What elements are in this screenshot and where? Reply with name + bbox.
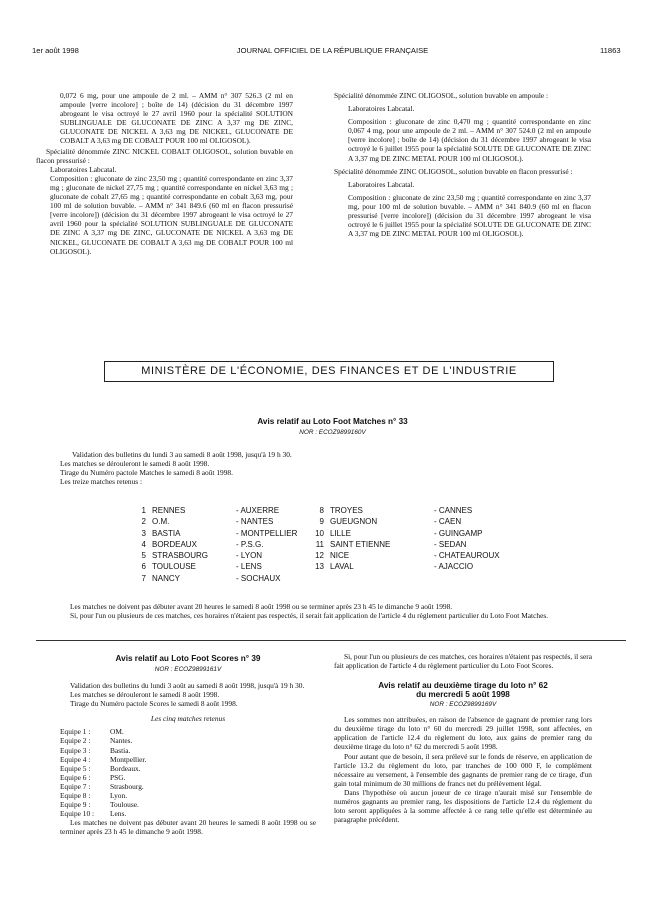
paragraph: Composition : gluconate de zinc 23,50 mg ; quantité correspondante en zinc 3,37 mg ; gluconate de nickel 27,75 mg ; quantité correspondante en nickel 3,63 mg ; gluconate de cobalt 27,65 mg ; quantité correspondante en cobalt 3,63 mg, pour 100 ml de solution buvable. – AMM n° 341 849.6 (60 ml en flacon pressurisé [verre incolore]) (décision du 31 décembre 1997 abrogeant le visa octroyé le 27 avril 1960 pour la spécialité SOLUTION SUBLINGUALE DE GLUCONATE DE ZINC A 3,37 mg DE ZINC, GLUCONATE DE NICKEL A 3,63 mg DE NICKEL, GLUCONATE DE COBALT A 3,63 mg DE COBALT POUR 100 ml OLIGOSOL). — [50, 173, 293, 256]
away-team: - NANTES — [236, 517, 274, 527]
match-row — [310, 561, 518, 572]
ministry-heading: MINISTÈRE DE L'ÉCONOMIE, DES FINANCES ET DE L'INDUSTRIE — [104, 361, 554, 382]
match-row — [132, 505, 320, 516]
team-label: Equipe 2 : — [60, 736, 91, 746]
match-number: 10 — [315, 528, 324, 538]
team-row — [60, 782, 316, 791]
match-row — [132, 539, 320, 550]
match-number: 13 — [315, 562, 324, 572]
loto-title-line: Avis relatif au deuxième tirage du loto n° 62 — [378, 681, 548, 691]
issue-date: 1er août 1998 — [32, 46, 79, 55]
paragraph: Spécialité dénommée ZINC NICKEL COBALT OLIGOSOL, solution buvable en flacon pressurisé : — [36, 146, 293, 165]
match-row — [310, 550, 518, 561]
away-team: - AUXERRE — [236, 506, 280, 515]
journal-title: JOURNAL OFFICIEL DE LA RÉPUBLIQUE FRANÇAISE — [236, 46, 429, 55]
team-name: Nantes. — [110, 736, 133, 746]
away-team: - SOCHAUX — [236, 573, 281, 583]
match-row — [310, 528, 518, 539]
away-team: - CHATEAUROUX — [434, 551, 500, 561]
home-team: LAVAL — [330, 562, 354, 572]
matches-list-right — [310, 505, 518, 573]
match-number: 9 — [319, 517, 324, 527]
team-label: Equipe 6 : — [60, 772, 91, 782]
paragraph: Composition : gluconate de zinc 0,470 mg ; quantité correspondante en zinc 0,067 4 mg, pour une ampoule de 2 ml. – AMM n° 307 524.0 (2 ml en ampoule [verre incolore] ; boîte de 14) (décision du 31 décembre 1997 abrogeant le visa octroyé le 6 juillet 1955 pour la spécialité SOLUTE DE GLUCONATE DE ZINC A 3,37 mg DE ZINC METAL POUR 100 ml OLIGOSOL). — [348, 117, 591, 163]
scores-title: Avis relatif au Loto Foot Scores n° 39 — [115, 654, 261, 663]
team-label: Equipe 7 : — [60, 781, 91, 791]
away-team: - MONTPELLIER — [236, 528, 298, 538]
team-name: Toulouse. — [110, 800, 139, 810]
section-divider — [36, 640, 626, 641]
matches-intro — [60, 450, 620, 486]
team-row — [60, 755, 316, 764]
team-name: Lens. — [110, 809, 127, 819]
home-team: BASTIA — [152, 528, 181, 538]
match-row — [132, 573, 320, 584]
match-number: 5 — [141, 551, 146, 561]
home-team: GUEUGNON — [330, 517, 378, 527]
home-team: TOULOUSE — [152, 562, 196, 572]
match-row — [132, 550, 320, 561]
team-row — [60, 746, 316, 755]
closing-paragraph: Les matches ne doivent pas débuter avant 20 heures le samedi 8 août 1998 ou se terminer après 23 h 45 le dimanche 9 août 1998. — [60, 818, 316, 837]
team-row — [60, 773, 316, 782]
top-right-column — [334, 91, 591, 238]
team-name: Bordeaux. — [110, 763, 141, 773]
subheading: Les cinq matches retenus — [150, 714, 226, 724]
team-label: Equipe 5 : — [60, 763, 91, 773]
home-team: STRASBOURG — [152, 551, 209, 561]
top-left-column — [36, 91, 293, 256]
intro-line: Tirage du Numéro pactole Scores le samedi 8 août 1998. — [70, 699, 238, 709]
scores-continuation: Si, pour l'un ou plusieurs de ces matches, ces horaires n'étaient pas respectés, il sera fait application de l'article 4 du règlement particulier du Loto Foot Scores. — [334, 652, 592, 671]
match-number: 2 — [141, 517, 146, 527]
home-team: TROYES — [330, 506, 363, 515]
team-row — [60, 736, 316, 745]
match-row — [132, 561, 320, 572]
paragraph: Laboratoires Labcatal. — [348, 179, 415, 189]
match-number: 12 — [315, 551, 324, 561]
home-team: NANCY — [152, 573, 181, 583]
home-team: NICE — [330, 551, 350, 561]
team-row — [60, 800, 316, 809]
team-label: Equipe 8 : — [60, 791, 91, 801]
team-label: Equipe 4 : — [60, 754, 91, 764]
match-number: 8 — [319, 506, 324, 515]
match-row — [310, 539, 518, 550]
team-label: Equipe 1 : — [60, 727, 91, 737]
paragraph: Les sommes non attribuées, en raison de l'absence de gagnant de premier rang lors du deuxième tirage du loto n° 60 du mercredi 29 juillet 1998, sont affectées, en application de l'article 12.4 du règlement du loto, aux gains de premier rang du deuxième tirage du loto n° 62 du mercredi 5 août 1998. — [334, 715, 592, 752]
matches-list-left — [132, 505, 320, 584]
team-name: Bastia. — [110, 745, 131, 755]
team-name: Strasbourg. — [110, 781, 144, 791]
team-label: Equipe 10 : — [60, 809, 95, 819]
page-number: 11863 — [600, 46, 621, 55]
match-row — [310, 516, 518, 527]
loto-title — [334, 681, 592, 699]
paragraph: Spécialité dénommée ZINC OLIGOSOL, solution buvable en ampoule : — [334, 91, 549, 100]
match-row — [132, 516, 320, 527]
paragraph: Spécialité dénommée ZINC OLIGOSOL, solution buvable en flacon pressurisé : — [334, 166, 573, 176]
away-team: - LYON — [236, 551, 263, 561]
closing-paragraph: Si, pour l'un ou plusieurs de ces matches, ces horaires n'étaient pas respectés, il serait fait application de l'article 4 du règlement particulier du Loto Foot Matches. — [70, 611, 549, 621]
home-team: O.M. — [152, 517, 170, 527]
team-name: OM. — [110, 727, 124, 737]
team-label: Equipe 3 : — [60, 745, 91, 755]
team-name: Lyon. — [110, 791, 128, 801]
away-team: - CANNES — [434, 506, 473, 515]
match-number: 3 — [141, 528, 146, 538]
away-team: - CAEN — [434, 517, 462, 527]
match-number: 11 — [315, 539, 324, 549]
away-team: - P.S.G. — [236, 539, 264, 549]
loto-nor: NOR : ECOZ9899169V — [429, 701, 497, 709]
team-row — [60, 764, 316, 773]
team-name: PSG. — [110, 772, 126, 782]
matches-title: Avis relatif au Loto Foot Matches n° 33 — [257, 417, 408, 426]
paragraph: 0,072 6 mg, pour une ampoule de 2 ml. – AMM n° 307 526.3 (2 ml en ampoule [verre incolore] ; boîte de 14) (décision du 31 décembre 1997 abrogeant le visa octroyé le 27 avril 1960 pour la spécialité SOLUTION SUBLINGUALE DE GLUCONATE DE ZINC A 3,37 mg DE ZINC, GLUCONATE DE NICKEL A 3,63 mg DE NICKEL, GLUCONATE DE COBALT A 3,63 mg DE COBALT POUR 100 ml OLIGOSOL). — [60, 91, 293, 146]
team-name: Montpellier. — [110, 754, 147, 764]
paragraph: Laboratoires Labcatal. — [50, 164, 117, 174]
away-team: - GUINGAMP — [434, 528, 483, 538]
matches-closing — [60, 602, 604, 620]
away-team: - LENS — [236, 562, 262, 572]
paragraph: Pour autant que de besoin, il sera prélevé sur le fonds de réserve, en application de l'article 13.2 du règlement du loto, par tranches de 100 000 F, le complément nécessaire au versement, à l'ensemble des gagnants de premier rang de ce tirage, d'un gain total minimum de 30 millions de francs net du prélèvement légal. — [334, 751, 592, 788]
intro-line: Les matches se dérouleront le samedi 8 août 1998. — [70, 690, 220, 700]
match-number: 6 — [141, 562, 146, 572]
right-bottom-column — [334, 652, 592, 824]
scores-nor: NOR : ECOZ9899161V — [154, 666, 222, 673]
intro-line: Tirage du Numéro pactole Matches le samedi 8 août 1998. — [60, 468, 233, 478]
matches-nor: NOR : ECOZ9899160V — [299, 429, 366, 436]
match-row — [310, 505, 518, 516]
match-number: 1 — [141, 506, 146, 515]
intro-line: Validation des bulletins du lundi 3 au samedi 8 août 1998, jusqu'à 19 h 30. — [72, 450, 292, 459]
home-team: BORDEAUX — [152, 539, 197, 549]
intro-line: Les treize matches retenus : — [60, 477, 143, 487]
home-team: LILLE — [330, 528, 351, 538]
away-team: - SEDAN — [434, 539, 467, 549]
paragraph: Laboratoires Labcatal. — [348, 104, 415, 114]
home-team: SAINT ETIENNE — [330, 539, 391, 549]
teams-list — [60, 727, 316, 818]
team-row — [60, 809, 316, 818]
team-label: Equipe 9 : — [60, 800, 91, 810]
closing-paragraph: Les matches ne doivent pas débuter avant 20 heures le samedi 8 août 1998 ou se terminer après 23 h 45 le dimanche 9 août 1998. — [70, 602, 453, 611]
intro-line: Les matches se dérouleront le samedi 8 août 1998. — [60, 459, 210, 469]
away-team: - AJACCIO — [434, 562, 474, 572]
match-number: 7 — [141, 573, 146, 583]
paragraph: Composition : gluconate de zinc 23,50 mg ; quantité correspondante en zinc 3,37 mg, pour 100 ml de solution buvable. – AMM n° 341 840.9 (60 ml en flacon pressurisé [verre incolore]) (décision du 31 décembre 1997 abrogeant le visa octroyé le 6 juillet 1955 pour la spécialité SOLUTE DE GLUCONATE DE ZINC A 3,37 mg DE ZINC METAL POUR 100 ml OLIGOSOL). — [348, 192, 591, 239]
intro-line: Validation des bulletins du lundi 3 août au samedi 8 août 1998, jusqu'à 19 h 30. — [70, 681, 305, 690]
home-team: RENNES — [152, 506, 186, 515]
scores-section — [60, 654, 316, 837]
match-number: 4 — [141, 539, 146, 549]
team-row — [60, 791, 316, 800]
team-row — [60, 727, 316, 736]
loto-title-line: du mercredi 5 août 1998 — [416, 690, 510, 700]
paragraph: Dans l'hypothèse où aucun joueur de ce tirage n'aurait misé sur l'ensemble de numéros gagnants au premier rang, les dispositions de l'article 12.4 du règlement du loto seront appliquées à la somme affectée à ce rang telle qu'elle est déterminée au paragraphe précédent. — [334, 787, 592, 825]
match-row — [132, 528, 320, 539]
